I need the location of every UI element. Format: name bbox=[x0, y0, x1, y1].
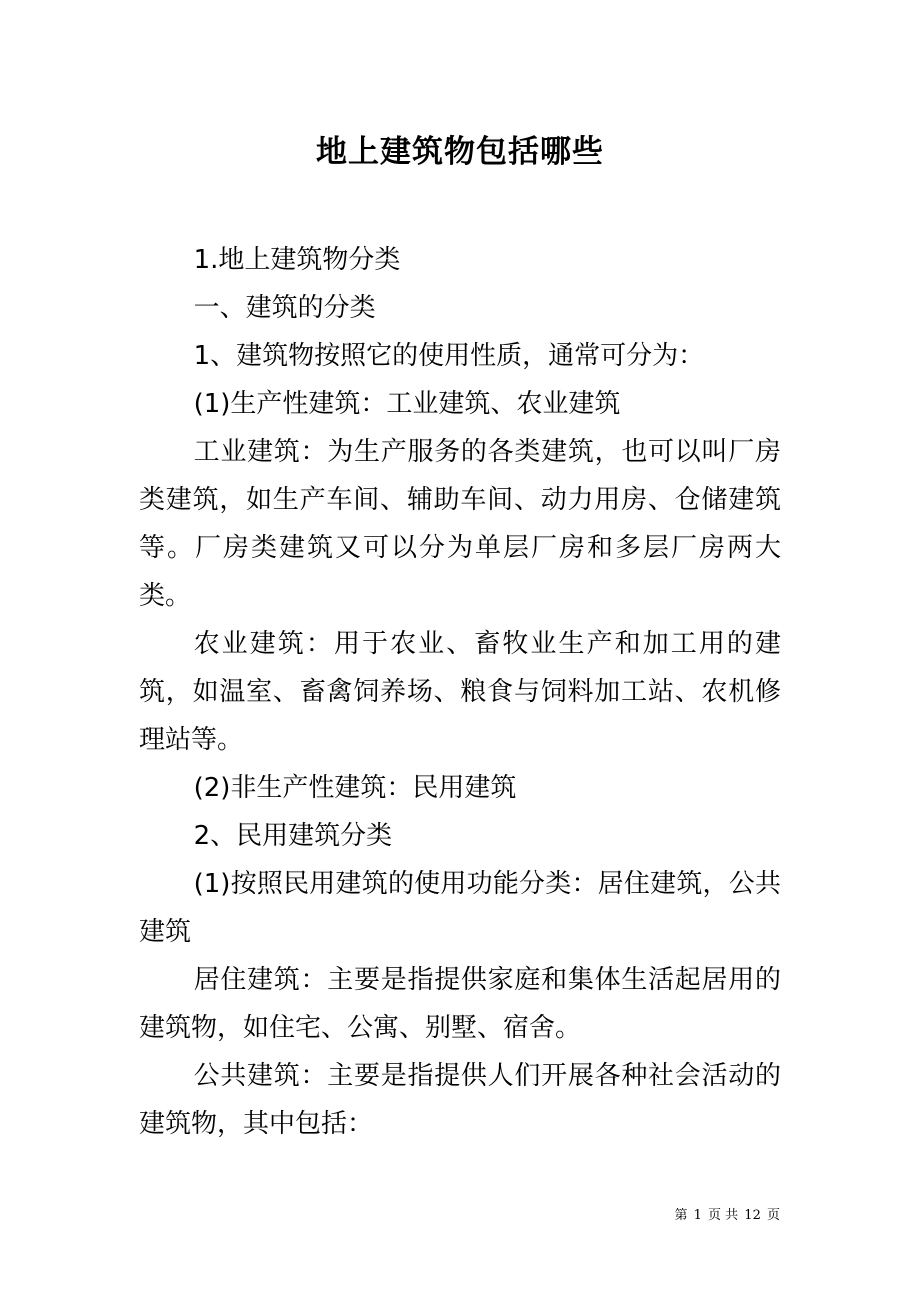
paragraph: (1)生产性建筑：工业建筑、农业建筑 bbox=[193, 389, 621, 419]
paragraph: 工业建筑：为生产服务的各类建筑，也可以叫厂房类建筑，如生产车间、辅助车间、动力用房、仓储建筑等。厂房类建筑又可以分为单层厂房和多层厂房两大类。 bbox=[139, 437, 781, 611]
paragraph: (2)非生产性建筑：民用建筑 bbox=[193, 773, 517, 803]
paragraph: 农业建筑：用于农业、畜牧业生产和加工用的建筑，如温室、畜禽饲养场、粮食与饲料加工站、农机修理站等。 bbox=[139, 629, 781, 755]
paragraph: 一、建筑的分类 bbox=[193, 293, 376, 323]
page-title: 地上建筑物包括哪些 bbox=[316, 134, 604, 170]
paragraph: (1)按照民用建筑的使用功能分类：居住建筑，公共建筑 bbox=[139, 869, 781, 947]
footer-middle: 页 共 bbox=[708, 1208, 739, 1223]
paragraph: 2、民用建筑分类 bbox=[193, 821, 393, 851]
footer-total-pages: 12 bbox=[744, 1208, 761, 1223]
footer-prefix: 第 bbox=[674, 1208, 688, 1223]
paragraph: 1、建筑物按照它的使用性质，通常可分为： bbox=[193, 341, 705, 371]
document-body bbox=[139, 236, 781, 1148]
footer-current-page: 1 bbox=[693, 1208, 702, 1223]
footer-suffix: 页 bbox=[766, 1208, 780, 1223]
paragraph: 公共建筑：主要是指提供人们开展各种社会活动的建筑物，其中包括： bbox=[139, 1061, 781, 1139]
paragraph: 居住建筑：主要是指提供家庭和集体生活起居用的建筑物，如住宅、公寓、别墅、宿舍。 bbox=[139, 965, 781, 1043]
paragraph: 1.地上建筑物分类 bbox=[193, 245, 401, 275]
page-footer bbox=[0, 1206, 781, 1226]
